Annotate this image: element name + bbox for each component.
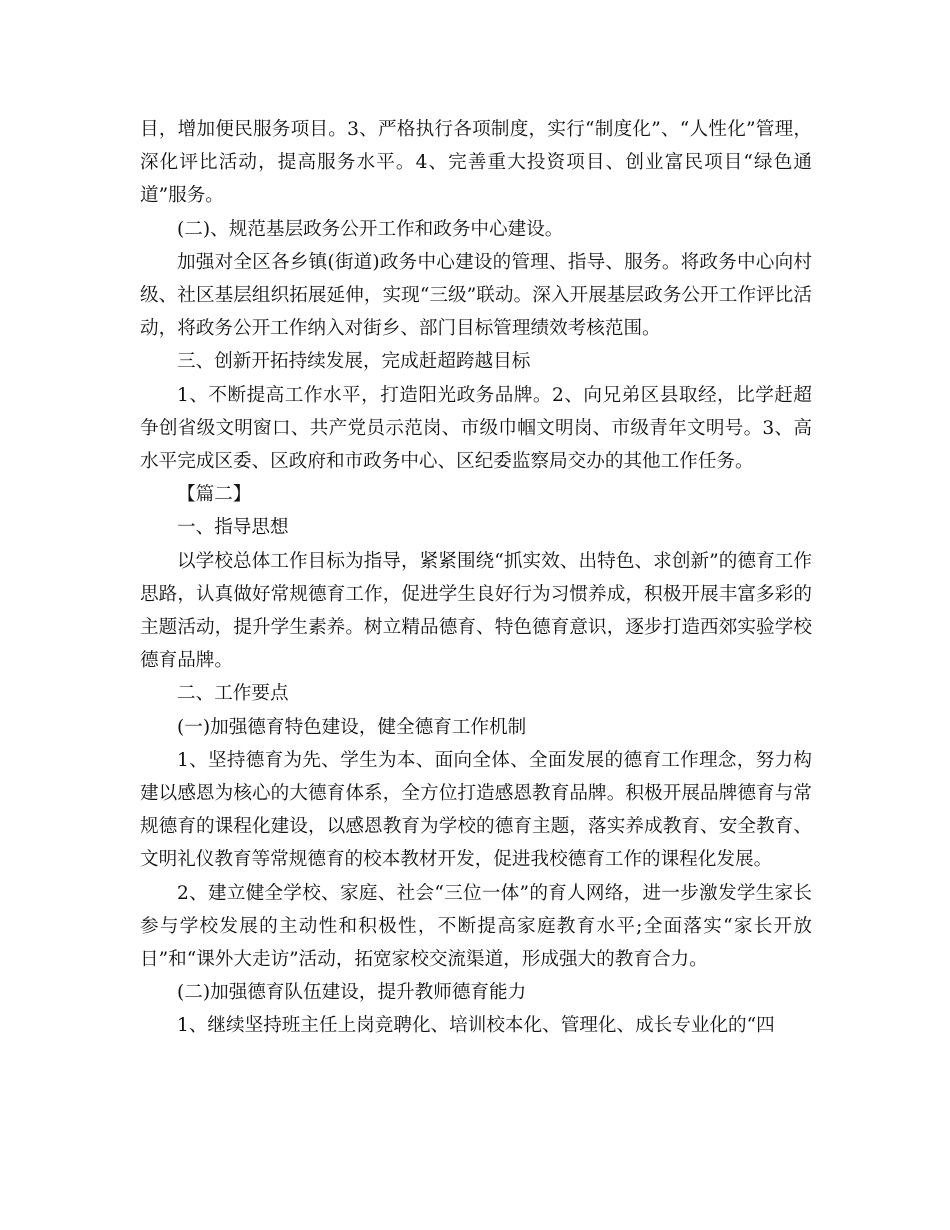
paragraph-3: 加强对全区各乡镇(街道)政务中心建设的管理、指导、服务。将政务中心向村级、社区基层组织拓展延伸，实现“三级”联动。深入开展基层政务公开工作评比活动，将政务公开工作纳入对街乡、部门目标管理绩效考核范围。 [140, 251, 812, 340]
paragraph-14: 1、继续坚持班主任上岗竞聘化、培训校本化、管理化、成长专业化的“四 [177, 1015, 775, 1037]
section-heading-2: (二)、规范基层政务公开工作和政务中心建设。 [177, 218, 564, 240]
paragraph-8: 以学校总体工作目标为指导，紧紧围绕“抓实效、出特色、求创新”的德育工作思路，认真做好常规德育工作，促进学生良好行为习惯养成，积极开展丰富多彩的主题活动，提升学生素养。树立精品德育、特色德育意识，逐步打造西郊实验学校德育品牌。 [140, 550, 812, 672]
part-heading-2: 【篇二】 [177, 484, 252, 506]
section-heading-3: 三、创新开拓持续发展，完成赶超跨越目标 [177, 351, 531, 373]
paragraph-12: 2、建立健全学校、家庭、社会“三位一体”的育人网络，进一步激发学生家长参与学校发展的主动性和积极性，不断提高家庭教育水平;全面落实“家长开放日”和“课外大走访”活动，拓宽家校交流渠道，形成强大的教育合力。 [140, 882, 812, 971]
subsection-heading-1: (一)加强德育特色建设，健全德育工作机制 [177, 716, 527, 738]
section-heading-work-points: 二、工作要点 [177, 683, 289, 705]
paragraph-11: 1、坚持德育为先、学生为本、面向全体、全面发展的德育工作理念，努力构建以感恩为核心的大德育体系，全方位打造感恩教育品牌。积极开展品牌德育与常规德育的课程化建设，以感恩教育为学校的德育主题，落实养成教育、安全教育、文明礼仪教育等常规德育的校本教材开发，促进我校德育工作的课程化发展。 [140, 749, 812, 871]
document-body [140, 113, 812, 1043]
subsection-heading-2: (二)加强德育队伍建设，提升教师德育能力 [177, 982, 527, 1004]
paragraph-1: 目，增加便民服务项目。3、严格执行各项制度，实行“制度化”、“人性化”管理，深化评比活动，提高服务水平。4、完善重大投资项目、创业富民项目“绿色通道”服务。 [140, 119, 812, 207]
paragraph-5: 1、不断提高工作水平，打造阳光政务品牌。2、向兄弟区县取经，比学赶超争创省级文明窗口、共产党员示范岗、市级巾帼文明岗、市级青年文明号。3、高水平完成区委、区政府和市政务中心、区纪委监察局交办的其他工作任务。 [140, 384, 812, 473]
section-heading-guiding-thought: 一、指导思想 [177, 517, 289, 539]
